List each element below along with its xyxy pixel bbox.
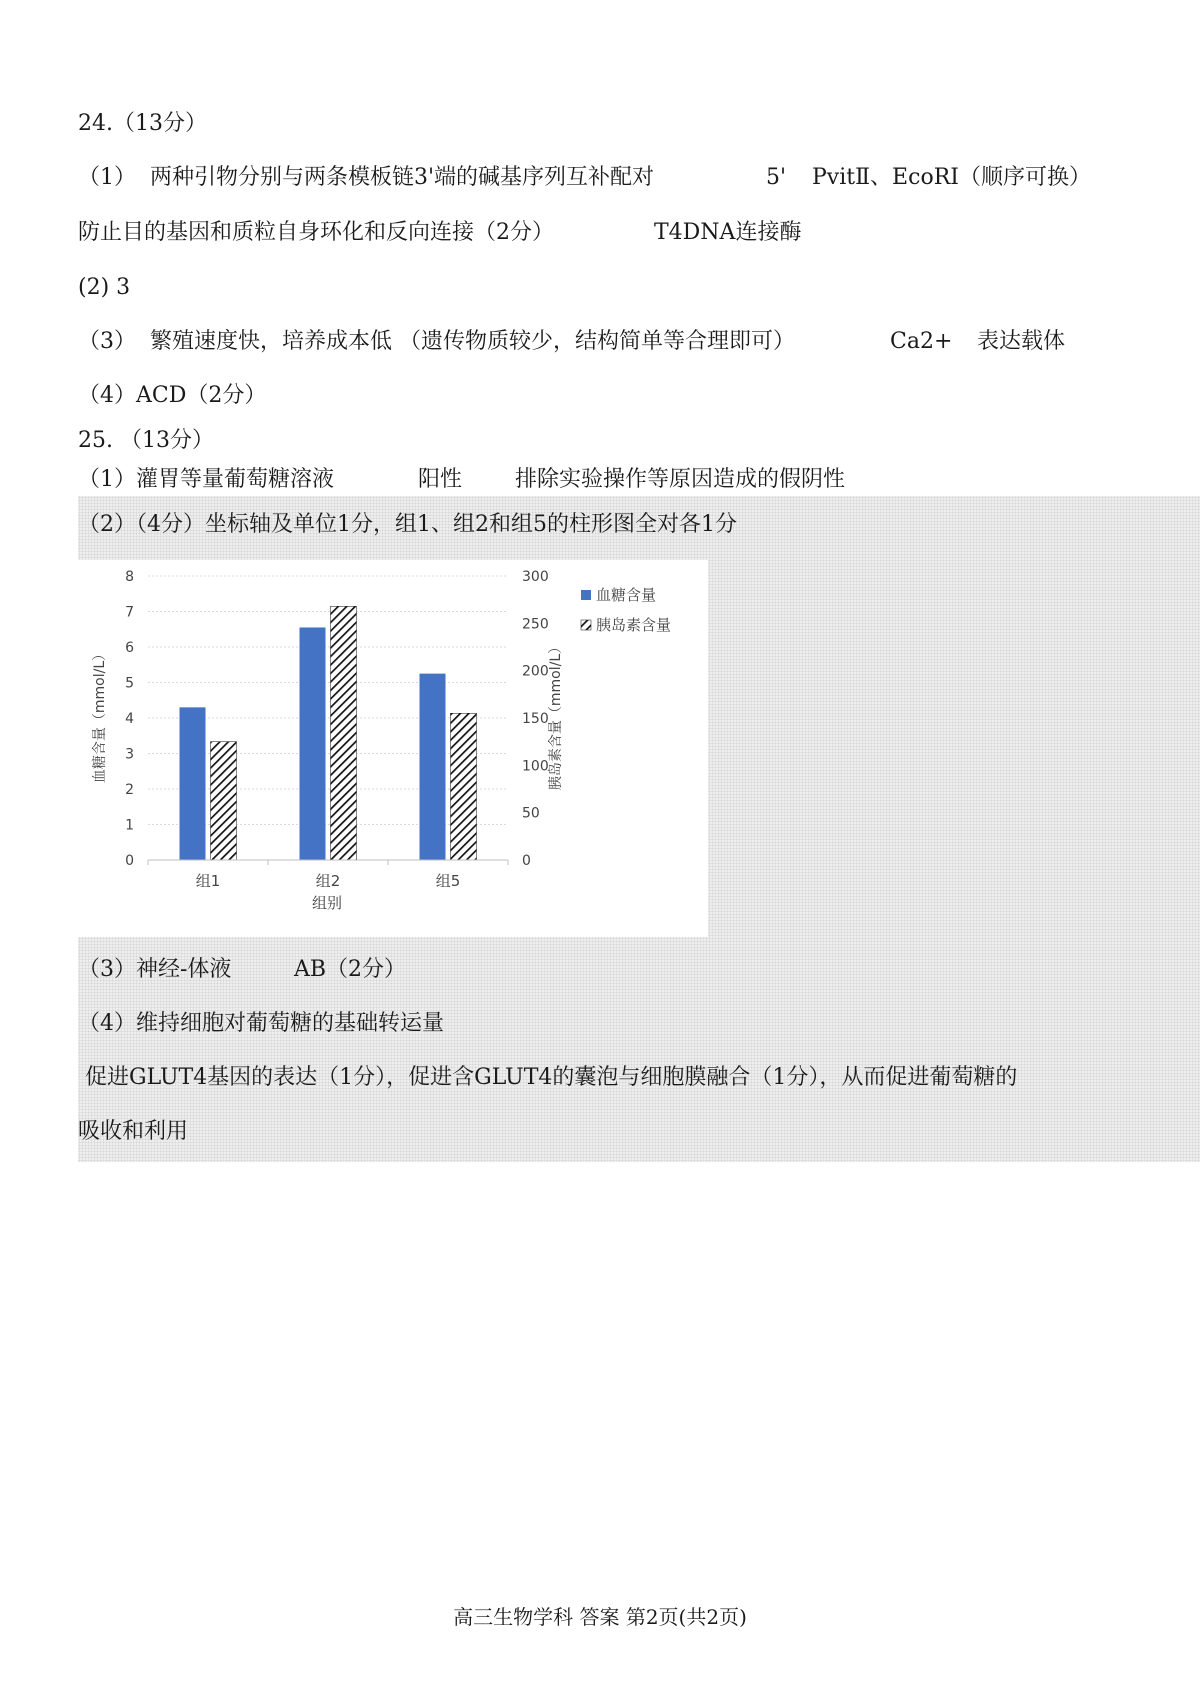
y2-tick-label: 150 bbox=[522, 711, 549, 727]
y-tick-label: 3 bbox=[125, 746, 134, 763]
y-tick-label: 2 bbox=[125, 782, 134, 798]
x-tick-label: 组2 bbox=[315, 872, 341, 890]
q24-line-2a: 防止目的基因和质粒自身环化和反向连接（2分） bbox=[78, 220, 554, 245]
y-tick-label: 4 bbox=[125, 711, 134, 727]
y-tick-label: 7 bbox=[125, 604, 134, 621]
q24-line-1a: （1） 两种引物分别与两条模板链3'端的碱基序列互补配对 bbox=[78, 165, 655, 190]
chart-container bbox=[78, 560, 708, 937]
bar-glucose bbox=[300, 627, 326, 860]
x-axis-label: 组别 bbox=[311, 894, 343, 912]
y-axis-label: 血糖含量（mmol/L） bbox=[92, 646, 108, 784]
q25-line-1b: 阳性 bbox=[418, 467, 463, 492]
y-tick-label: 8 bbox=[125, 569, 134, 585]
q24-line-4c: 表达载体 bbox=[977, 329, 1066, 354]
q25-line-4: （4）维持细胞对葡萄糖的基础转运量 bbox=[78, 1011, 444, 1036]
legend-label-glucose: 血糖含量 bbox=[596, 586, 657, 604]
y2-tick-label: 200 bbox=[522, 663, 549, 680]
q24-line-5: （4）ACD（2分） bbox=[78, 383, 267, 408]
q25-line-6: 吸收和利用 bbox=[78, 1119, 189, 1144]
q24-line-1b: 5' bbox=[766, 165, 787, 190]
bar-glucose bbox=[420, 674, 446, 860]
q25-line-3a: （3）神经-体液 bbox=[78, 957, 232, 982]
q25-line-1a: （1）灌胃等量葡萄糖溶液 bbox=[78, 467, 334, 492]
q25-heading: 25. （13分） bbox=[78, 428, 214, 453]
q25-line-1c: 排除实验操作等原因造成的假阴性 bbox=[515, 467, 846, 492]
y2-tick-label: 50 bbox=[522, 805, 540, 822]
bar-insulin bbox=[211, 742, 237, 860]
y2-tick-label: 100 bbox=[522, 758, 549, 775]
q24-line-2b: T4DNA连接酶 bbox=[654, 220, 802, 245]
y-tick-label: 1 bbox=[125, 817, 134, 834]
q24-line-4a: （3） 繁殖速度快，培养成本低 （遗传物质较少，结构简单等合理即可） bbox=[78, 329, 795, 354]
legend-swatch-insulin bbox=[581, 620, 591, 630]
bar-insulin bbox=[451, 713, 477, 860]
q25-line-3b: AB（2分） bbox=[294, 957, 407, 982]
legend-swatch-glucose bbox=[581, 590, 591, 600]
q24-line-1c: PvitⅡ、EcoRI（顺序可换） bbox=[812, 165, 1091, 190]
y-tick-label: 6 bbox=[125, 640, 134, 656]
q24-heading: 24.（13分） bbox=[78, 111, 207, 136]
q24-line-3: (2) 3 bbox=[78, 275, 131, 300]
y2-tick-label: 300 bbox=[522, 569, 549, 585]
bar-insulin bbox=[331, 606, 357, 860]
x-tick-label: 组5 bbox=[435, 872, 461, 890]
y2-tick-label: 250 bbox=[522, 616, 549, 633]
y-tick-label: 0 bbox=[125, 853, 134, 869]
page-footer: 高三生物学科 答案 第2页(共2页) bbox=[453, 1605, 747, 1629]
bar-glucose bbox=[180, 707, 206, 860]
q25-line-5: 促进GLUT4基因的表达（1分），促进含GLUT4的囊泡与细胞膜融合（1分），从而促进葡萄糖的 bbox=[78, 1065, 1018, 1090]
y2-tick-label: 0 bbox=[522, 853, 531, 869]
y-tick-label: 5 bbox=[125, 675, 134, 692]
q24-line-4b: Ca2+ bbox=[890, 329, 953, 354]
y2-axis-label: 胰岛素含量（mmol/L） bbox=[548, 639, 564, 791]
legend-label-insulin: 胰岛素含量 bbox=[596, 616, 672, 634]
q25-line-2: （2）（4分）坐标轴及单位1分，组1、组2和组5的柱形图全对各1分 bbox=[78, 512, 737, 537]
bar-chart bbox=[78, 560, 708, 937]
x-tick-label: 组1 bbox=[195, 872, 221, 890]
